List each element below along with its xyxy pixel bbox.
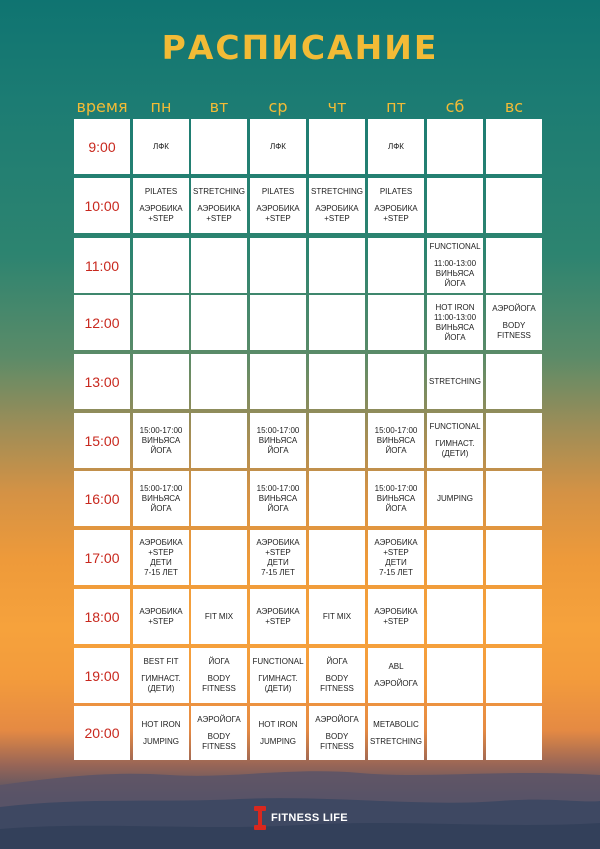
class-label: АЭРОБИКА [197,204,241,213]
class-cell [368,471,424,526]
time-cell: 17:00 [74,530,130,585]
class-cell [250,648,306,703]
class-cell [250,413,306,468]
class-cell [486,238,542,293]
class-label: PILATES [261,187,295,196]
class-cell [191,119,247,174]
class-label: HOT IRON [141,719,181,729]
class-cell [368,589,424,644]
class-label: JUMPING [260,736,296,746]
class-label: АЭРОБИКА [139,204,183,213]
class-label: FITNESS [320,741,354,751]
class-label: +STEP [206,214,232,223]
class-cell [427,119,483,174]
class-label: PILATES [379,187,413,196]
class-label: STRETCHING [370,736,422,746]
class-cell [486,648,542,703]
class-label: METABOLIC [373,719,419,729]
class-cell [427,530,483,585]
class-label: PILATES [144,187,178,196]
class-label: ДЕТИ [150,557,172,567]
class-label: ВИНЬЯСА [258,435,298,445]
class-cell [133,354,189,409]
brand-name: FITNESS LIFE [271,812,348,824]
class-label: 15:00-17:00 [374,425,418,435]
class-cell [486,178,542,233]
class-cell [427,295,483,350]
class-label: АЭРОЙОГА [197,714,241,724]
class-cell [427,354,483,409]
class-label: BODY [207,674,231,683]
class-cell [309,530,365,585]
class-label: 7-15 ЛЕТ [144,567,178,577]
class-cell [309,295,365,350]
class-cell [250,589,306,644]
class-cell [486,471,542,526]
class-cell [309,706,365,760]
class-cell [427,648,483,703]
class-label: (ДЕТИ) [147,684,175,693]
class-label: STRETCHING [311,187,363,196]
class-label: 15:00-17:00 [256,483,300,493]
class-cell [309,178,365,233]
class-label: АЭРОБИКА [374,204,418,213]
class-cell [309,413,365,468]
class-label: АЭРОЙОГА [374,679,418,688]
class-label: ЛФК [388,141,404,151]
class-cell [486,413,542,468]
class-label: ЙОГА [267,445,289,455]
class-label: (ДЕТИ) [441,449,469,458]
header-day: сб [445,97,465,116]
class-cell [133,706,189,760]
class-cell [368,648,424,703]
class-label: +STEP [324,214,350,223]
class-label: FITNESS [202,741,236,751]
class-label: +STEP [383,214,409,223]
class-cell [133,589,189,644]
class-cell [309,589,365,644]
class-label: ЙОГА [150,503,172,513]
time-cell: 11:00 [74,238,130,293]
class-cell [486,354,542,409]
class-label: 15:00-17:00 [374,483,418,493]
class-label: STRETCHING [193,187,245,196]
class-cell [191,589,247,644]
class-cell [191,471,247,526]
class-label: АЭРОБИКА [315,204,359,213]
dumbbell-icon [252,805,268,831]
class-label: ГИМНАСТ. [141,674,181,683]
time-cell: 10:00 [74,178,130,233]
class-cell [368,530,424,585]
class-cell [427,238,483,293]
class-cell [368,178,424,233]
class-label: ДЕТИ [267,557,289,567]
class-label: ГИМНАСТ. [435,439,475,448]
class-label: ЛФК [270,141,286,151]
class-label: 15:00-17:00 [139,425,183,435]
class-label: BODY [325,674,349,683]
class-cell [133,471,189,526]
class-cell [191,354,247,409]
class-label: 11:00-13:00 [433,259,477,268]
class-label: АЭРОБИКА [256,537,300,547]
class-label: FITNESS [202,684,236,693]
class-cell [309,238,365,293]
class-cell [191,413,247,468]
class-cell [250,119,306,174]
class-cell [191,238,247,293]
time-cell: 19:00 [74,648,130,703]
class-label: 15:00-17:00 [139,483,183,493]
class-cell [309,471,365,526]
class-label: ВИНЬЯСА [435,269,475,278]
class-cell [250,178,306,233]
class-label: ВИНЬЯСА [141,435,181,445]
class-label: ЙОГА [385,503,407,513]
class-cell [368,413,424,468]
class-cell [486,589,542,644]
class-cell [191,295,247,350]
class-label: ЙОГА [208,657,230,666]
class-label: ЙОГА [326,657,348,666]
class-label: АЭРОЙОГА [315,714,359,724]
class-cell [486,119,542,174]
class-label: ВИНЬЯСА [376,493,416,503]
class-cell [486,706,542,760]
class-cell [427,471,483,526]
header-day: чт [327,97,347,116]
class-label: ЙОГА [267,503,289,513]
class-label: +STEP [148,214,174,223]
class-label: АЭРОЙОГА [492,304,536,313]
class-label: FITNESS [497,331,531,340]
header-day: вт [209,97,229,116]
class-cell [427,589,483,644]
class-cell [191,706,247,760]
class-cell [250,530,306,585]
class-cell [250,295,306,350]
class-cell [427,178,483,233]
time-cell: 18:00 [74,589,130,644]
class-label: BODY [207,731,231,741]
class-label: STRETCHING [429,376,481,386]
class-label: ABL [388,662,404,671]
class-cell [133,530,189,585]
class-cell [486,530,542,585]
class-cell [133,178,189,233]
class-cell [309,648,365,703]
class-label: (ДЕТИ) [264,684,292,693]
class-label: АЭРОБИКА [139,606,183,616]
class-label: ДЕТИ [385,557,407,567]
page-title: РАСПИСАНИЕ [161,28,439,67]
class-label: JUMPING [437,493,473,503]
class-cell [368,706,424,760]
class-cell [368,238,424,293]
class-label: JUMPING [143,736,179,746]
class-cell [250,706,306,760]
class-label: 7-15 ЛЕТ [261,567,295,577]
class-label: FIT MIX [322,611,352,621]
class-label: BODY [502,321,526,330]
class-label: ВИНЬЯСА [376,435,416,445]
class-label: ВИНЬЯСА [435,322,475,332]
class-label: BODY [325,731,349,741]
class-label: ЙОГА [444,279,466,288]
class-cell [486,295,542,350]
class-label: +STEP [148,547,174,557]
class-label: FIT MIX [204,611,234,621]
time-cell: 16:00 [74,471,130,526]
class-label: +STEP [265,616,291,626]
class-cell [309,354,365,409]
header-day: вс [504,97,524,116]
class-cell [368,119,424,174]
header-day: ср [268,97,288,116]
class-label: ЙОГА [444,332,466,342]
class-cell [133,295,189,350]
class-label: FUNCTIONAL [252,657,304,666]
class-label: АЭРОБИКА [139,537,183,547]
class-label: FITNESS [320,684,354,693]
class-label: +STEP [383,616,409,626]
class-cell [191,530,247,585]
class-cell [133,119,189,174]
class-label: АЭРОБИКА [374,606,418,616]
class-label: ГИМНАСТ. [258,674,298,683]
time-cell: 15:00 [74,413,130,468]
class-cell [368,295,424,350]
class-label: АЭРОБИКА [256,204,300,213]
class-label: 15:00-17:00 [256,425,300,435]
header-time: время [76,97,128,116]
time-cell: 20:00 [74,706,130,760]
brand-logo [252,805,348,831]
class-label: FUNCTIONAL [429,422,481,431]
class-label: HOT IRON [435,302,475,312]
class-cell [309,119,365,174]
class-label: АЭРОБИКА [256,606,300,616]
class-cell [133,413,189,468]
class-label: ЙОГА [385,445,407,455]
class-label: HOT IRON [258,719,298,729]
class-label: АЭРОБИКА [374,537,418,547]
time-cell: 12:00 [74,295,130,350]
class-cell [250,471,306,526]
class-label: +STEP [148,616,174,626]
class-label: +STEP [265,214,291,223]
header-day: пн [150,97,172,116]
class-cell [191,178,247,233]
class-label: 11:00-13:00 [433,312,477,322]
time-cell: 13:00 [74,354,130,409]
class-cell [368,354,424,409]
class-cell [427,413,483,468]
class-label: +STEP [265,547,291,557]
class-label: BEST FIT [143,657,179,666]
class-label: ВИНЬЯСА [141,493,181,503]
class-cell [191,648,247,703]
class-cell [427,706,483,760]
class-cell [133,648,189,703]
class-cell [250,238,306,293]
time-cell: 9:00 [74,119,130,174]
header-day: пт [386,97,406,116]
class-label: FUNCTIONAL [429,242,481,251]
class-cell [250,354,306,409]
class-label: ВИНЬЯСА [258,493,298,503]
class-label: ЙОГА [150,445,172,455]
class-cell [133,238,189,293]
class-label: ЛФК [153,141,169,151]
class-label: +STEP [383,547,409,557]
class-label: 7-15 ЛЕТ [379,567,413,577]
